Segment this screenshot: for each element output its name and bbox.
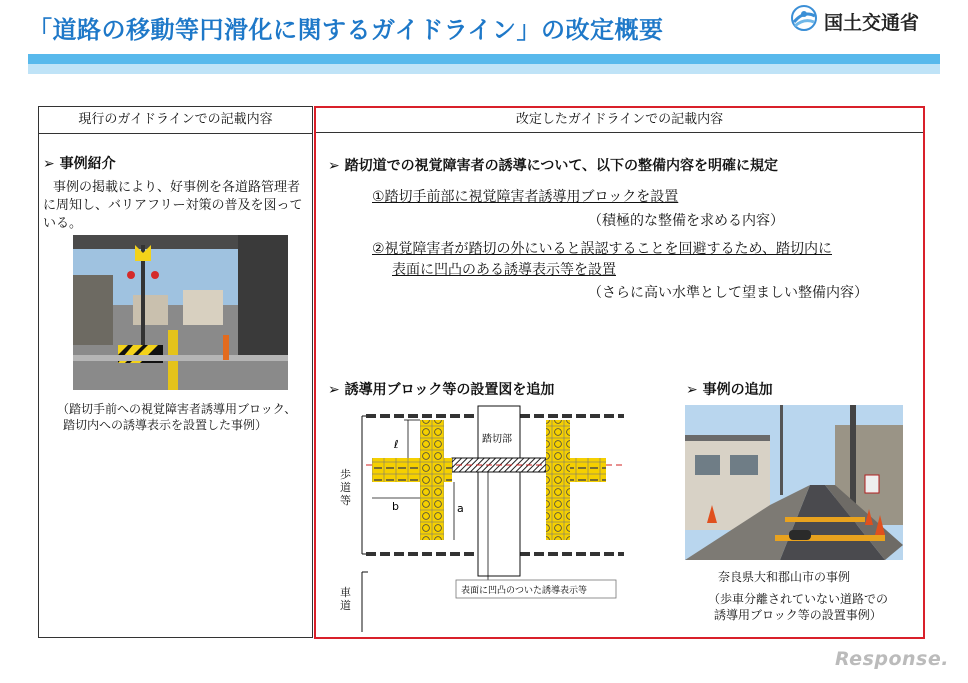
current-guideline-panel [38,106,313,638]
case-intro-text-3: いる。 [43,216,83,231]
roadway-label: 車道 [340,586,351,612]
ministry-logo [788,4,948,40]
current-guideline-heading: 現行のガイドラインでの記載内容 [39,107,312,134]
item2-note: （さらに高い水準として望ましい整備内容） [588,285,868,301]
example-caption-1: （歩車分離されていない道路での [708,592,889,606]
dimension-b-label: b [392,500,399,513]
header-band-light [28,64,940,74]
ministry-emblem-icon [788,4,820,38]
current-photo-caption-2: 踏切内への誘導表示を設置した事例） [63,418,268,432]
dimension-l-label: ℓ [394,438,399,451]
current-photo-caption-1: （踏切手前への視覚障害者誘導用ブロック、 [57,402,297,416]
revised-guideline-heading: 改定したガイドラインでの記載内容 [316,108,923,133]
example-location: 奈良県大和郡山市の事例 [718,570,851,584]
item1-note: （積極的な整備を求める内容） [588,213,784,229]
item2-text-line2: 表面に凹凸のある誘導表示等を設置 [392,262,616,278]
case-intro-text-2: に周知し、バリアフリー対策の普及を図って [43,198,303,213]
item2-text-line1: ②視覚障害者が踏切の外にいると誤認することを回避するため、踏切内に [372,241,832,257]
case-intro-bullet: ➢ 事例紹介 [43,156,116,172]
crossing-guidance-bullet: ➢ 踏切道での視覚障害者の誘導について、以下の整備内容を明確に規定 [328,158,779,174]
case-intro-text-1: 事例の掲載により、好事例を各道路管理者 [53,180,301,195]
example-caption-2: 誘導用ブロック等の設置事例） [714,608,882,622]
header-band-dark [28,54,940,64]
crossing-photo-current [73,235,288,390]
crossing-photo-example [685,405,903,560]
page-title: 「道路の移動等円滑化に関するガイドライン」の改定概要 [28,16,664,44]
item1-text: ①踏切手前部に視覚障害者誘導用ブロックを設置 [372,189,679,205]
surface-marking-callout: 表面に凹凸のついた誘導表示等 [461,586,588,596]
revised-guideline-panel [314,106,925,639]
block-layout-diagram [336,402,636,612]
sidewalk-label: 歩道等 [340,468,351,507]
dimension-a-label: a [457,502,464,515]
crossing-section-label: 踏切部 [482,434,512,445]
example-bullet: ➢ 事例の追加 [686,382,773,398]
layout-diagram-bullet: ➢ 誘導用ブロック等の設置図を追加 [328,382,555,398]
ministry-name: 国土交通省 [824,12,920,34]
response-watermark: Response. [835,648,949,670]
